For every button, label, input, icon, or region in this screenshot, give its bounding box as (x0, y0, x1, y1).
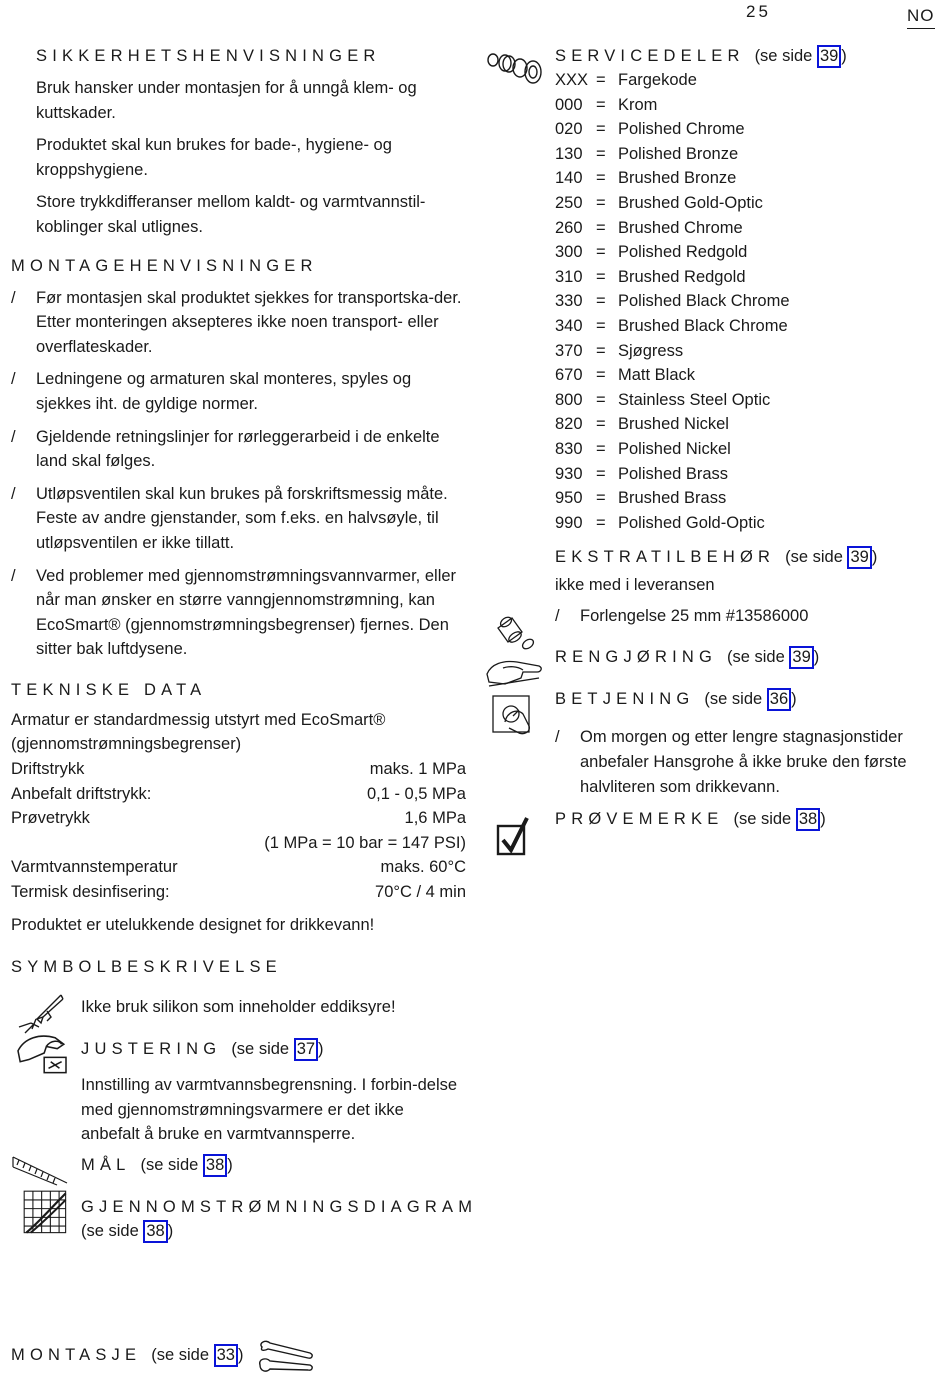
tech-label: Varmtvannstemperatur (11, 858, 178, 877)
list-item-text: Om morgen og etter lengre stagnasjonstider anbefaler Hansgrohe å ikke bruke den første halvliteren som drikkevann. (580, 728, 907, 796)
service-title: SERVICEDELER (555, 47, 745, 65)
accessories-note: ikke med i leveransen (555, 576, 715, 595)
page-ref-link[interactable]: 39 (789, 646, 813, 669)
operating-hand-icon (489, 692, 537, 740)
mounting-notes-section (11, 254, 466, 662)
accessories-section (555, 545, 940, 628)
color-code-row: 250 = Brushed Gold-Optic (555, 193, 763, 212)
assembly-see: (se side 33 ) (151, 1346, 243, 1364)
dimensions-see: (se side 38 ) (141, 1156, 233, 1174)
dimensions-title: MÅL (81, 1156, 131, 1174)
color-code-row: 140 = Brushed Bronze (555, 169, 737, 188)
accessories-title-row (555, 545, 940, 569)
adjusting-hand-icon (13, 1029, 71, 1077)
list-item-text: Gjeldende retningslinjer for rørleggerarbeid i de enkelte land skal følges. (36, 427, 440, 471)
safety-section (11, 44, 466, 240)
dimensions-title-row (81, 1153, 466, 1177)
accessories-title: EKSTRATILBEHØR (555, 548, 776, 567)
slash-bullet: / (555, 606, 560, 625)
list-item-text: Før montasjen skal produktet sjekkes for transportska-der. Etter monteringen aksepteres ikke noen transport- eller overflateskader. (36, 288, 462, 356)
service-section (555, 44, 940, 535)
tech-value: 70°C / 4 min (375, 883, 466, 902)
slash-bullet: / (11, 566, 16, 585)
operation-title: BETJENING (555, 690, 695, 709)
tech-label: Driftstrykk (11, 760, 85, 779)
slash-bullet: / (11, 370, 16, 389)
color-code-row: 820 = Brushed Nickel (555, 415, 729, 434)
color-code-row: 000 = Krom (555, 95, 658, 114)
safety-paragraph: Bruk hansker under montasjen for å unngå klem- og kuttskader. (36, 79, 417, 122)
technical-intro: Armatur er standardmessig utstyrt med EcoSmart® (gjennomstrømningsbegrenser) (11, 710, 386, 754)
page-ref-link[interactable]: 39 (817, 45, 841, 68)
safety-paragraph: Store trykkdifferanser mellom kaldt- og varmtvannstil-koblinger skal utlignes. (36, 193, 426, 236)
cleaning-hand-icon (483, 652, 545, 692)
tech-row (11, 782, 466, 807)
right-column (555, 44, 940, 831)
tech-value: (1 MPa = 10 bar = 147 PSI) (264, 833, 466, 852)
tech-row (11, 855, 466, 880)
language-label: NO (907, 6, 935, 29)
color-code-row: 260 = Brushed Chrome (555, 218, 743, 237)
color-code-row: 020 = Polished Chrome (555, 120, 745, 139)
color-code-row: 300 = Polished Redgold (555, 243, 748, 262)
tech-row (11, 880, 466, 905)
page-ref-link[interactable]: 33 (214, 1344, 238, 1367)
silicone-text: Ikke bruk silikon som inneholder eddiksyre! (81, 998, 396, 1017)
list-item-text: Utløpsventilen skal kun brukes på forskriftsmessig måte. Feste av andre gjenstander, som f.eks. en halvsøyle, til utløpsventilen er ikke tillatt. (36, 484, 448, 552)
list-item-text: Forlengelse 25 mm #13586000 (580, 606, 809, 625)
color-code-row: 130 = Polished Bronze (555, 144, 739, 163)
service-title-row (555, 44, 940, 68)
tech-row (11, 757, 466, 782)
list-item (11, 482, 466, 556)
tech-label: Prøvetrykk (11, 809, 90, 828)
cleaning-see: (se side 39 ) (727, 648, 819, 666)
service-parts-icon (485, 48, 545, 88)
service-see: (se side 39 ) (755, 47, 847, 65)
operation-title-row (555, 687, 940, 711)
flow-diagram-icon (17, 1189, 75, 1237)
list-item (11, 425, 466, 474)
color-code-row: 830 = Polished Nickel (555, 439, 731, 458)
mounting-notes-title: MONTAGEHENVISNINGER (11, 256, 318, 275)
left-column (11, 44, 478, 1244)
dimensions-symbol-row (11, 1153, 466, 1177)
color-code-row: 950 = Brushed Brass (555, 489, 727, 508)
adjust-text: Innstilling av varmtvannsbegrensning. I forbin-delse med gjennomstrømningsvarmere er det ikke anbefalt å bruke en varmtvannsperre. (81, 1076, 458, 1144)
color-code-row: 800 = Stainless Steel Optic (555, 390, 771, 409)
slash-bullet: / (11, 288, 16, 307)
cleaning-title: RENGJØRING (555, 648, 718, 667)
color-code-row: XXX = Fargekode (555, 71, 697, 89)
list-item (11, 367, 466, 416)
certification-see: (se side 38 ) (733, 810, 825, 828)
certification-title: PRØVEMERKE (555, 810, 724, 829)
list-item (555, 725, 940, 799)
color-code-row: 370 = Sjøgress (555, 341, 684, 360)
list-item (11, 564, 466, 662)
tech-label: Anbefalt driftstrykk: (11, 784, 152, 803)
cleaning-title-row (555, 645, 940, 669)
technical-data-section (11, 678, 466, 937)
flow-diagram-title: GJENNOMSTRØMNINGSDIAGRAM (81, 1198, 478, 1216)
color-code-row: 990 = Polished Gold-Optic (555, 513, 765, 532)
safety-paragraph: Produktet skal kun brukes for bade-, hygiene- og kroppshygiene. (36, 136, 392, 179)
slash-bullet: / (11, 484, 16, 503)
flow-diagram-see: (se side 38 ) (81, 1219, 466, 1244)
symbols-section (11, 955, 478, 1243)
wrench-icon (256, 1339, 316, 1375)
list-item (555, 604, 940, 629)
checkbox-check-icon (495, 814, 531, 858)
operation-section (555, 687, 940, 799)
tech-value: 0,1 - 0,5 MPa (366, 784, 466, 803)
page-ref-link[interactable]: 39 (847, 546, 871, 569)
tech-value: maks. 60°C (380, 858, 466, 877)
technical-note: Produktet er utelukkende designet for drikkevann! (11, 915, 375, 934)
color-code-list (555, 68, 940, 535)
safety-title: SIKKERHETSHENVISNINGER (36, 47, 381, 65)
color-code-row: 310 = Brushed Redgold (555, 267, 746, 286)
color-code-row: 930 = Polished Brass (555, 464, 729, 483)
color-code-row: 330 = Polished Black Chrome (555, 292, 790, 311)
page-number: 25 (746, 2, 771, 21)
adjust-title: JUSTERING (81, 1040, 222, 1059)
tech-row (11, 806, 466, 831)
page-ref-link[interactable]: 38 (796, 808, 820, 831)
tech-label: Termisk desinfisering: (11, 883, 170, 902)
list-item (11, 286, 466, 360)
color-code-row: 670 = Matt Black (555, 366, 696, 385)
ruler-icon (11, 1145, 69, 1193)
extension-icon (492, 610, 536, 654)
accessories-see: (se side 39 ) (785, 548, 877, 566)
technical-title: TEKNISKE DATA (11, 680, 207, 699)
tech-value: maks. 1 MPa (369, 760, 466, 779)
page-ref-link[interactable]: 36 (767, 688, 791, 711)
tech-row (11, 831, 466, 856)
adjust-symbol-row (11, 1037, 466, 1147)
slash-bullet: / (555, 728, 560, 747)
page-ref-link[interactable]: 38 (203, 1154, 227, 1177)
list-item-text: Ledningene og armaturen skal monteres, spyles og sjekkes iht. de gyldige normer. (36, 370, 412, 413)
adjust-see: (se side 37 ) (231, 1040, 323, 1058)
flow-diagram-symbol-row (11, 1195, 478, 1244)
operation-see: (se side 36 ) (704, 690, 796, 708)
symbols-title: SYMBOLBESKRIVELSE (11, 958, 282, 977)
certification-title-row (555, 807, 940, 831)
certification-section (555, 807, 940, 831)
cleaning-section (555, 645, 940, 669)
list-item-text: Ved problemer med gjennomstrømningsvannvarmer, eller når man ønsker en større vanngjennomstrømning, kan EcoSmart® (gjennomstrømningsbegrenser) fjernes. Den sitter bak luftdysene. (36, 566, 457, 659)
silicone-symbol-row (11, 995, 466, 1035)
assembly-row (11, 1343, 243, 1368)
tech-value: 1,6 MPa (404, 809, 466, 828)
slash-bullet: / (11, 427, 16, 446)
page-ref-link[interactable]: 38 (143, 1220, 167, 1243)
color-code-row: 340 = Brushed Black Chrome (555, 316, 788, 335)
adjust-title-row (81, 1037, 466, 1061)
assembly-title: MONTASJE (11, 1346, 142, 1364)
page-ref-link[interactable]: 37 (294, 1038, 318, 1061)
